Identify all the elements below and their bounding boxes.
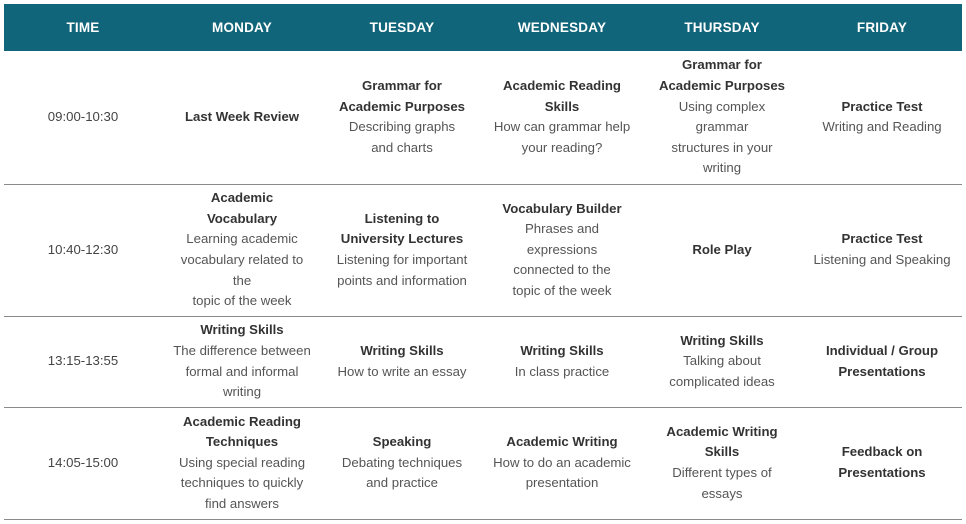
session-description: techniques to quickly <box>180 475 304 491</box>
header-friday: FRIDAY <box>856 20 908 35</box>
header-time: TIME <box>66 20 100 35</box>
time-slot: 09:00-10:30 <box>47 108 119 124</box>
session-title: Grammar for <box>682 57 762 73</box>
session-cell-friday <box>802 407 962 519</box>
session-description: essays <box>701 485 743 501</box>
session-description: Listening for important <box>336 252 468 267</box>
session-title: Individual / Group <box>825 342 939 358</box>
header-thursday: THURSDAY <box>684 20 760 35</box>
table-row <box>4 316 962 407</box>
header-row <box>4 4 962 51</box>
session-cell-tuesday <box>322 407 482 519</box>
session-title: Grammar for <box>362 78 442 94</box>
session-title: Vocabulary Builder <box>502 200 622 216</box>
session-description: topic of the week <box>512 282 612 298</box>
session-cell-friday <box>802 184 962 316</box>
session-description: How to do an academic <box>493 454 631 470</box>
session-title: Last Week Review <box>184 108 300 124</box>
session-description: find answers <box>204 495 280 511</box>
session-title: Writing Skills <box>200 322 284 338</box>
session-title: Presentations <box>838 465 926 480</box>
session-cell-tuesday <box>322 316 482 407</box>
session-description: writing <box>222 384 262 400</box>
session-title: Presentations <box>838 363 926 379</box>
session-cell-monday <box>162 51 322 184</box>
session-description: grammar <box>695 119 749 135</box>
table-row <box>4 51 962 184</box>
session-cell-friday <box>802 51 962 184</box>
session-title: Skills <box>704 444 740 460</box>
session-cell-monday <box>162 316 322 407</box>
session-title: Writing Skills <box>360 342 444 358</box>
session-description: points and information <box>337 272 467 288</box>
session-title: Listening to <box>364 210 440 226</box>
session-description: Different types of <box>672 465 772 480</box>
session-description: structures in your <box>671 139 773 155</box>
session-cell-monday <box>162 407 322 519</box>
timetable-header <box>4 4 962 51</box>
header-wednesday: WEDNESDAY <box>517 20 607 35</box>
session-cell-thursday <box>642 184 802 316</box>
session-title: University Lectures <box>340 231 464 247</box>
session-cell-thursday <box>642 407 802 519</box>
session-description: and charts <box>371 139 433 155</box>
session-title: Writing Skills <box>520 342 604 358</box>
session-title: Academic Reading <box>183 413 301 429</box>
session-cell-wednesday <box>482 316 642 407</box>
session-description: presentation <box>525 475 599 491</box>
session-title: Speaking <box>372 434 432 450</box>
session-title: Writing Skills <box>680 332 764 348</box>
header-tuesday: TUESDAY <box>369 20 435 35</box>
session-cell-wednesday <box>482 184 642 316</box>
session-title: Feedback on <box>841 444 923 460</box>
session-cell-wednesday <box>482 51 642 184</box>
session-description: complicated ideas <box>669 373 775 389</box>
session-cell-friday <box>802 316 962 407</box>
session-description: connected to the <box>513 262 611 278</box>
session-description: Listening and Speaking <box>813 252 951 267</box>
session-description: Describing graphs <box>348 119 456 135</box>
session-cell-thursday <box>642 316 802 407</box>
weekly-timetable <box>4 4 962 520</box>
session-description: The difference between <box>173 342 311 358</box>
session-cell-tuesday <box>322 51 482 184</box>
session-title: Academic <box>210 190 274 206</box>
session-description: Writing and Reading <box>822 119 942 135</box>
session-title: Techniques <box>205 434 279 450</box>
session-description: and practice <box>366 475 438 491</box>
session-description: vocabulary related to <box>180 252 304 267</box>
timetable-body <box>4 51 962 519</box>
session-description: How can grammar help <box>493 119 631 135</box>
table-row <box>4 184 962 316</box>
session-description: expressions <box>526 241 598 257</box>
session-title: Practice Test <box>841 231 923 247</box>
session-description: Using complex <box>678 98 766 114</box>
session-description: In class practice <box>514 363 610 379</box>
session-description: your reading? <box>521 139 603 155</box>
session-title: Vocabulary <box>206 210 278 226</box>
session-description: How to write an essay <box>337 363 467 379</box>
session-title: Academic Writing <box>506 434 618 450</box>
session-cell-wednesday <box>482 407 642 519</box>
session-description: topic of the week <box>192 293 292 309</box>
session-cell-monday <box>162 184 322 316</box>
session-title: Academic Purposes <box>338 98 466 114</box>
time-slot: 10:40-12:30 <box>47 241 119 257</box>
session-description: Using special reading <box>178 454 306 470</box>
session-title: Practice Test <box>841 98 923 114</box>
table-row <box>4 407 962 519</box>
session-title: Academic Purposes <box>658 78 786 94</box>
session-description: the <box>232 272 252 288</box>
session-description: formal and informal <box>185 363 299 379</box>
session-title: Skills <box>544 98 580 114</box>
session-description: writing <box>702 160 742 176</box>
session-description: Talking about <box>683 353 761 369</box>
session-description: Debating techniques <box>341 454 463 470</box>
session-title: Academic Writing <box>666 423 778 439</box>
time-slot: 14:05-15:00 <box>47 454 119 470</box>
session-cell-thursday <box>642 51 802 184</box>
session-title: Academic Reading <box>503 78 621 94</box>
time-slot: 13:15-13:55 <box>47 353 119 369</box>
header-monday: MONDAY <box>212 20 272 35</box>
session-description: Phrases and <box>524 221 600 237</box>
session-title: Role Play <box>692 241 752 257</box>
session-cell-tuesday <box>322 184 482 316</box>
session-description: Learning academic <box>186 231 298 247</box>
